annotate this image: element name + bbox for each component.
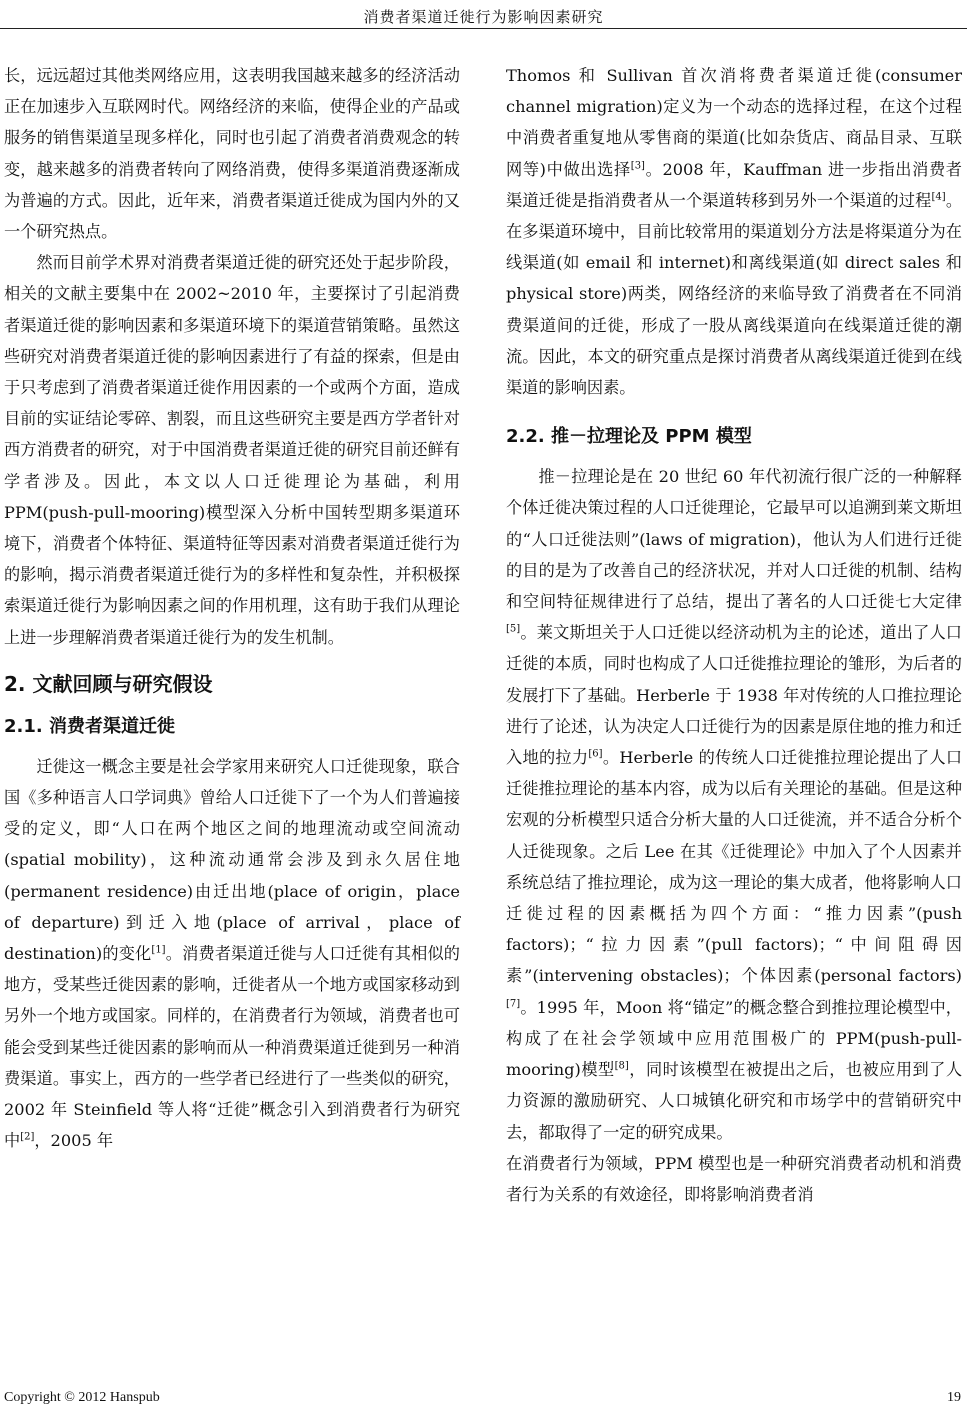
left-column — [4, 60, 460, 1157]
subsection-heading-push-pull-theory: 2.2. 推－拉理论及 PPM 模型 — [506, 426, 752, 448]
text-run: 。1995 年，Moon 将“锚定”的概念整合到推拉理论模型中，构成了在社会学领域中应用范围极广的 PPM(push-pull-mooring)模型 — [506, 997, 962, 1080]
citation-ref-5[interactable]: [5] — [506, 623, 521, 635]
page-number: 19 — [947, 1390, 961, 1405]
text-run: 。Herberle 的传统人口迁徙推拉理论提出了人口迁徙推拉理论的基本内容，成为以后有关理论的基础。但是这种宏观的分析模型只适合分析大量的人口迁徙流，并不适合分析个人迁徙现象。之后 Lee 在其《迁徙理论》中加入了个人因素并系统总结了推拉理论，成为这一理论的集大成者，他将影响人口迁徙过程的因素概括为四个方面：“推力因素”(push factors)；“拉力因素”(pull factors)；“中间阻碍因素”(intervening obstacles)；个体因素(personal factors) — [506, 748, 963, 986]
paragraph-research-status: 然而目前学术界对消费者渠道迁徙的研究还处于起步阶段，相关的文献主要集中在 2002~2010 年，主要探讨了引起消费者渠道迁徙的影响因素和多渠道环境下的渠道营销策略。虽然这些研究对消费者渠道迁徙的影响因素进行了有益的探索，但是由于只考虑到了消费者渠道迁徙作用因素的一个或两个方面，造成目前的实证结论零碎、割裂，而且这些研究主要是西方学者针对西方消费者的研究，对于中国消费者渠道迁徙的研究目前还鲜有学者涉及。因此，本文以人口迁徙理论为基础，利用 PPM(push-pull-mooring)模型深入分析中国转型期多渠道环境下，消费者个体特征、渠道特征等因素对消费者渠道迁徙行为的影响，揭示消费者渠道迁徙行为的多样性和复杂性，并积极探索渠道迁徙行为影响因素之间的作用机理，这有助于我们从理论上进一步理解消费者渠道迁徙行为的发生机制。 — [4, 253, 460, 647]
text-run: 。莱文斯坦关于人口迁徙以经济动机为主的论述，道出了人口迁徙的本质，同时也构成了人口迁徙推拉理论的雏形，为后者的发展打下了基础。Herberle 于 1938 年对传统的人口推拉理论进行了论述，认为决定人口迁徙行为的因素是原住地的推力和迁入地的拉力 — [506, 623, 962, 768]
text-run: ，2005 年 — [34, 1131, 114, 1151]
citation-ref-6[interactable]: [6] — [588, 748, 603, 760]
subsection-heading-channel-migration: 2.1. 消费者渠道迁徙 — [4, 715, 175, 737]
text-run: 。2008 年，Kauffman 进一步指出消费者渠道迁徙是指消费者从一个渠道转移到另外一个渠道的过程 — [506, 159, 962, 210]
text-run: ，同时该模型在被提出之后，也被应用到了人力资源的激励研究、人口城镇化研究和市场学中的营销研究中去，都取得了一定的研究成果。 — [506, 1060, 963, 1142]
paragraph-push-pull-theory — [506, 461, 962, 1147]
paragraph-ppm-consumer-behavior: 在消费者行为领域，PPM 模型也是一种研究消费者动机和消费者行为关系的有效途径，即将影响消费者消 — [506, 1153, 962, 1204]
running-header: 消费者渠道迁徙行为影响因素研究 — [363, 8, 604, 26]
header-rule — [0, 28, 967, 29]
citation-ref-7[interactable]: [7] — [506, 998, 521, 1010]
section-heading-literature-review: 2. 文献回顾与研究假设 — [4, 671, 213, 696]
citation-ref-3[interactable]: [3] — [630, 160, 645, 172]
paragraph-intro-continued: 长，远远超过其他类网络应用，这表明我国越来越多的经济活动正在加速步入互联网时代。网络经济的来临，使得企业的产品或服务的销售渠道呈现多样化，同时也引起了消费者消费观念的转变，越来越多的消费者转向了网络消费，使得多渠道消费逐渐成为普遍的方式。因此，近年来，消费者渠道迁徙成为国内外的又一个研究热点。 — [4, 66, 460, 242]
text-run: 。消费者渠道迁徙与人口迁徙有其相似的地方，受某些迁徙因素的影响，迁徙者从一个地方或国家移动到另外一个地方或国家。同样的，在消费者行为领域，消费者也可能会受到某些迁徙因素的影响而从一种消费渠道迁徙到另一种消费渠道。事实上，西方的一些学者已经进行了一些类似的研究，2002 年 Steinfield 等人将“迁徙”概念引入到消费者行为研究中 — [4, 944, 460, 1151]
text-run: 。在多渠道环境中，目前比较常用的渠道划分方法是将渠道分为在线渠道(如 email 和 internet)和离线渠道(如 direct sales 和 physical store)两类，网络经济的来临导致了消费者在不同消费渠道间的迁徙，形成了一股从离线渠道向在线渠道迁徙的潮流。因此，本文的研究重点是探讨消费者从离线渠道迁徙到在线渠道的影响因素。 — [506, 190, 963, 398]
citation-ref-8[interactable]: [8] — [614, 1060, 629, 1072]
paragraph-migration-definition — [4, 751, 460, 1157]
text-run: Thomos 和 Sullivan 首次消将费者渠道迁徙(consumer channel migration)定义为一个动态的选择过程，在这个过程中消费者重复地从零售商的渠道(比如杂货店、商品目录、互联网等)中做出选择 — [506, 66, 962, 179]
citation-ref-1[interactable]: [1] — [151, 944, 166, 956]
paragraph-channel-migration-definition — [506, 60, 962, 403]
right-column — [506, 60, 962, 1210]
citation-ref-4[interactable]: [4] — [931, 191, 946, 203]
copyright-notice: Copyright © 2012 Hanspub — [4, 1390, 160, 1405]
citation-ref-2[interactable]: [2] — [20, 1131, 35, 1143]
text-run: 迁徙这一概念主要是社会学家用来研究人口迁徙现象，联合国《多种语言人口学词典》曾给人口迁徙下了一个为人们普遍接受的定义，即“人口在两个地区之间的地理流动或空间流动(spatial mobility)，这种流动通常会涉及到永久居住地(permanent residence)由迁出地(place of origin，place of departure)到迁入地(place of arrival，place of destination)的变化 — [4, 756, 460, 964]
text-run: 推－拉理论是在 20 世纪 60 年代初流行很广泛的一种解释个体迁徙决策过程的人口迁徙理论，它最早可以追溯到莱文斯坦的“人口迁徙法则”(laws of migration)，他认为人们进行迁徙的目的是为了改善自己的经济状况，并对人口迁徙的机制、结构和空间特征规律进行了总结，提出了著名的人口迁徙七大定律 — [506, 467, 962, 612]
